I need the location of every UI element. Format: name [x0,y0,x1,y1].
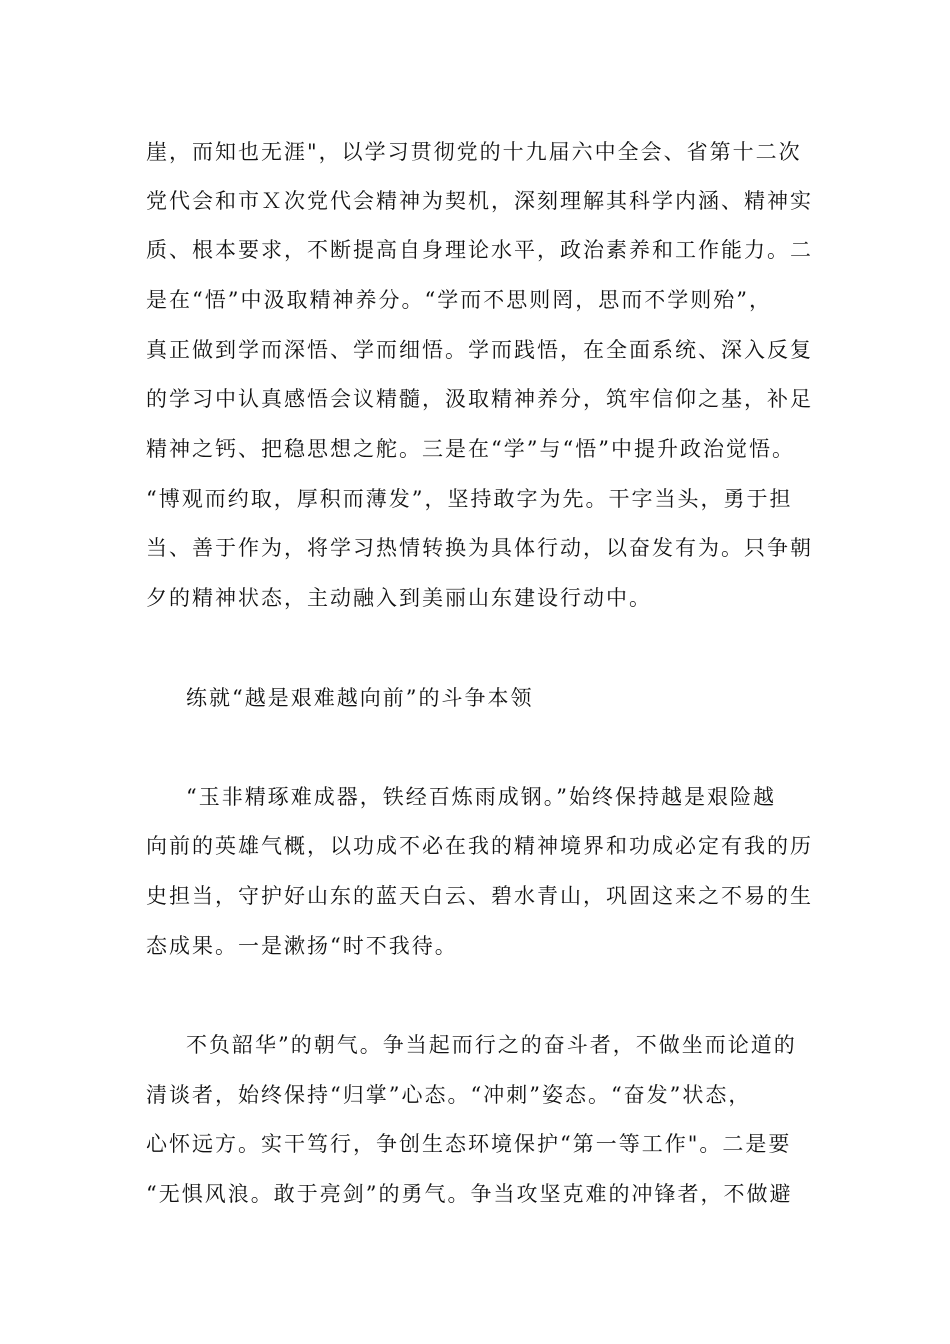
paragraph-1-line: 质、根本要求，不断提高自身理论水平，政治素养和工作能力。二 [146,238,813,262]
paragraph-1-line: 精神之钙、把稳思想之舵。三是在“学”与“悟”中提升政治觉悟。 [146,437,795,461]
paragraph-1-line: “博观而约取，厚积而薄发”，坚持敢字为先。干字当头，勇于担 [146,487,793,511]
paragraph-2-line: 向前的英雄气概，以功成不必在我的精神境界和功成必定有我的历 [146,834,813,858]
section-heading: 练就“越是艰难越向前”的斗争本领 [186,686,534,710]
paragraph-1-line: 崖，而知也无涯"，以学习贯彻党的十九届六中全会、省第十二次 [146,140,802,164]
paragraph-3-line: “无惧风浪。敢于亮剑”的勇气。争当攻坚克难的冲锋者，不做避 [146,1182,793,1206]
paragraph-1-line: 真正做到学而深悟、学而细悟。学而践悟，在全面系统、深入反复 [146,338,813,362]
paragraph-1-line: 是在“悟”中汲取精神养分。“学而不思则罔，思而不学则殆”， [146,288,772,312]
paragraph-3-line: 不负韶华”的朝气。争当起而行之的奋斗者，不做坐而论道的 [186,1033,797,1057]
paragraph-1-line: 当、善于作为，将学习热情转换为具体行动，以奋发有为。只争朝 [146,536,813,560]
paragraph-3-line: 清谈者，始终保持“归掌”心态。“冲刺”姿态。“奋发”状态， [146,1083,752,1107]
paragraph-1-line: 夕的精神状态，主动融入到美丽山东建设行动中。 [146,586,652,610]
paragraph-2-line: 史担当，守护好山东的蓝天白云、碧水青山，巩固这来之不易的生 [146,884,813,908]
paragraph-3-line: 心怀远方。实干笃行，争创生态环境保护“第一等工作"。二是要 [146,1132,792,1156]
paragraph-2-line: “玉非精琢难成器，铁经百炼雨成钢。”始终保持越是艰险越 [186,785,776,809]
paragraph-1-line: 党代会和市Ｘ次党代会精神为契机，深刻理解其科学内涵、精神实 [146,189,813,213]
paragraph-1-line: 的学习中认真感悟会议精髓，汲取精神养分，筑牢信仰之基，补足 [146,387,813,411]
paragraph-2-line: 态成果。一是漱扬“时不我待。 [146,934,458,958]
